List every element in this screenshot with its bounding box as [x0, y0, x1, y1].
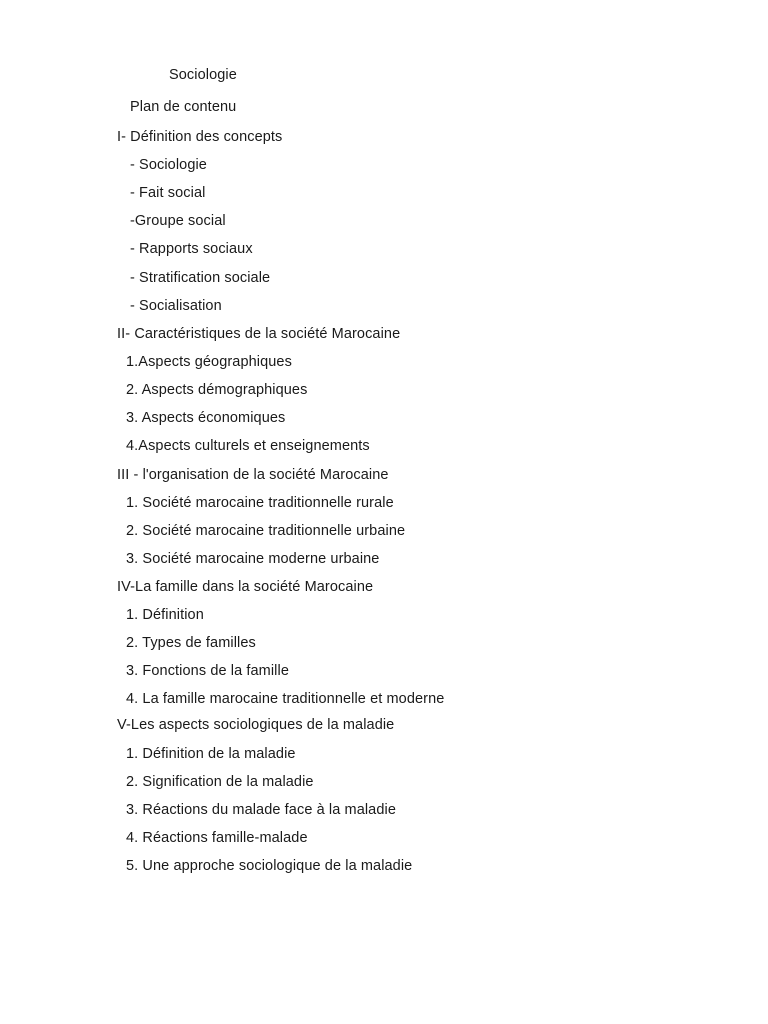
list-item: 5. Une approche sociologique de la maladie: [126, 858, 413, 874]
list-item: 4. La famille marocaine traditionnelle et moderne: [126, 691, 445, 707]
section-heading: II- Caractéristiques de la société Marocaine: [117, 326, 401, 342]
list-item: 1. Société marocaine traditionnelle rurale: [126, 495, 394, 511]
list-item: 3. Société marocaine moderne urbaine: [126, 551, 380, 567]
list-item: 3. Fonctions de la famille: [126, 663, 289, 679]
document-title: Sociologie: [169, 67, 237, 83]
list-item: 2. Signification de la maladie: [126, 774, 314, 790]
section-heading: III - l'organisation de la société Marocaine: [117, 467, 389, 483]
list-item: 2. Types de familles: [126, 635, 256, 651]
list-item: 4. Réactions famille-malade: [126, 830, 308, 846]
list-item: 3. Réactions du malade face à la maladie: [126, 802, 396, 818]
list-item: - Fait social: [130, 185, 206, 201]
list-item: 4.Aspects culturels et enseignements: [126, 438, 370, 454]
list-item: - Rapports sociaux: [130, 241, 253, 257]
list-item: - Stratification sociale: [130, 270, 271, 286]
section-heading: I- Définition des concepts: [117, 129, 283, 145]
list-item: -Groupe social: [130, 213, 226, 229]
list-item: 1.Aspects géographiques: [126, 354, 292, 370]
list-item: 1. Définition de la maladie: [126, 746, 296, 762]
section-heading: V-Les aspects sociologiques de la maladie: [117, 717, 395, 733]
list-item: - Sociologie: [130, 157, 207, 173]
list-item: 2. Aspects démographiques: [126, 382, 308, 398]
list-item: 2. Société marocaine traditionnelle urbaine: [126, 523, 406, 539]
document-subtitle: Plan de contenu: [130, 99, 237, 115]
list-item: 3. Aspects économiques: [126, 410, 286, 426]
list-item: 1. Définition: [126, 607, 204, 623]
list-item: - Socialisation: [130, 298, 222, 314]
section-heading: IV-La famille dans la société Marocaine: [117, 579, 374, 595]
